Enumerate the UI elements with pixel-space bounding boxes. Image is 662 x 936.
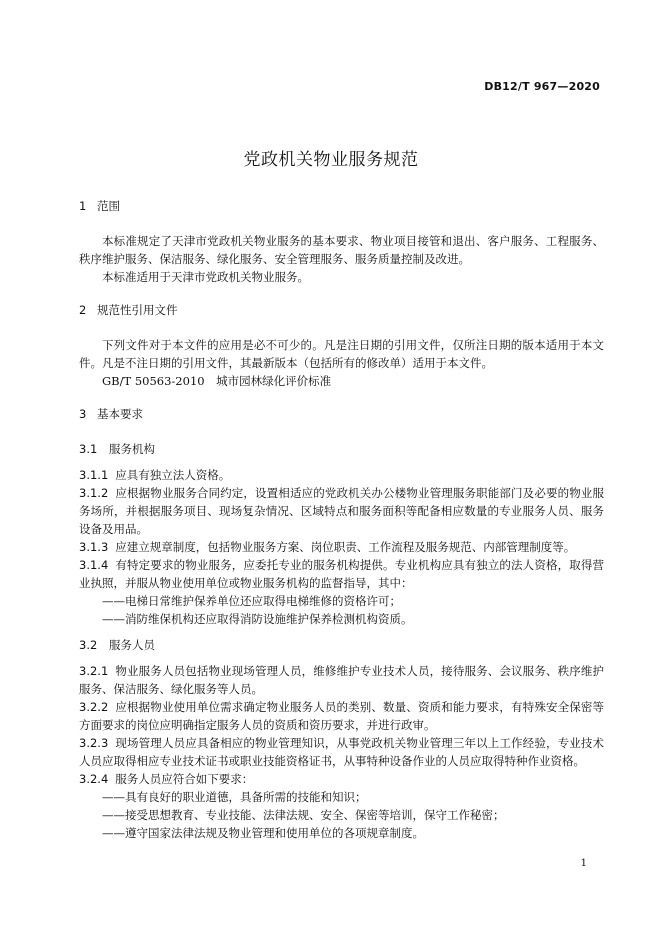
list-item: ——接受思想教育、专业技能、法律法规、安全、保密等培训，保守工作秘密； (102, 808, 505, 822)
subsection-heading (79, 440, 604, 458)
section-title: 范围 (97, 199, 120, 213)
paragraph: 下列文件对于本文件的应用是必不可少的。凡是注日期的引用文件，仅所注日期的版本适用于本文件。凡是不注日期的引用文件，其最新版本（包括所有的修改单）适用于本文件。 (79, 338, 604, 370)
clause (79, 662, 604, 698)
subsection-number: 3.2 (79, 638, 98, 652)
reference-item: GB/T 50563-2010 城市园林绿化评价标准 (102, 374, 332, 388)
clause (79, 770, 604, 788)
section-heading (79, 301, 604, 319)
list-item: ——遵守国家法律法规及物业管理和使用单位的各项规章制度。 (102, 826, 424, 840)
clause-text: 应根据物业使用单位需求确定物业服务人员的类别、数量、资质和能力要求，有特殊安全保密等方面要求的岗位应明确指定服务人员的资质和资历要求，并进行政审。 (79, 700, 604, 732)
standard-number: DB12/T 967—2020 (484, 80, 600, 93)
clause-text: 应建立规章制度，包括物业服务方案、岗位职责、工作流程及服务规范、内部管理制度等。 (115, 540, 576, 554)
clause-number: 3.2.3 (79, 736, 109, 750)
subsection-heading (79, 636, 604, 654)
clause-number: 3.2.1 (79, 664, 109, 678)
paragraph: 本标准规定了天津市党政机关物业服务的基本要求、物业项目接管和退出、客户服务、工程服务、秩序维护服务、保洁服务、绿化服务、安全管理服务、服务质量控制及改进。 (79, 234, 604, 266)
clause-number: 3.1.1 (79, 468, 109, 482)
clause-text: 服务人员应符合如下要求： (115, 772, 254, 786)
page-number: 1 (580, 858, 587, 869)
clause (79, 698, 604, 734)
document-body (79, 197, 604, 842)
clause (79, 466, 604, 484)
list-item: ——具有良好的职业道德，具备所需的技能和知识； (102, 790, 367, 804)
section-number: 1 (79, 199, 87, 213)
clause-text: 物业服务人员包括物业现场管理人员，维修维护专业技术人员，接待服务、会议服务、秩序维护服务、保洁服务、绿化服务等人员。 (79, 664, 604, 696)
list-item: ——电梯日常维护保养单位还应取得电梯维修的资格许可； (102, 594, 401, 608)
page-title: 党政机关物业服务规范 (243, 150, 419, 170)
section-title: 基本要求 (97, 407, 143, 421)
section-number: 2 (79, 303, 87, 317)
section-heading (79, 405, 604, 423)
list-item: ——消防维保机构还应取得消防设施维护保养检测机构资质。 (102, 612, 413, 626)
clause-text: 应具有独立法人资格。 (115, 468, 231, 482)
subsection-number: 3.1 (79, 442, 98, 456)
clause (79, 734, 604, 770)
clause (79, 484, 604, 538)
clause-number: 3.2.2 (79, 700, 109, 714)
clause-number: 3.2.4 (79, 772, 109, 786)
clause (79, 556, 604, 592)
section-heading (79, 197, 604, 215)
subsection-title: 服务人员 (109, 638, 155, 652)
clause-text: 现场管理人员应具备相应的物业管理知识，从事党政机关物业管理三年以上工作经验，专业技术人员应取得相应专业技术证书或职业技能资格证书，从事特种设备作业的人员应取得特种作业资格。 (79, 736, 604, 768)
subsection-title: 服务机构 (109, 442, 155, 456)
clause-text: 应根据物业服务合同约定，设置相适应的党政机关办公楼物业管理服务职能部门及必要的物业服务场所，并根据服务项目、现场复杂情况、区域特点和服务面积等配备相应数量的专业服务人员、服务设备及用品。 (79, 486, 604, 536)
clause-number: 3.1.3 (79, 540, 109, 554)
clause-number: 3.1.4 (79, 558, 109, 572)
clause-text: 有特定要求的物业服务，应委托专业的服务机构提供。专业机构应具有独立的法人资格，取得营业执照，并服从物业使用单位或物业服务机构的监督指导，其中： (79, 558, 604, 590)
section-title: 规范性引用文件 (97, 303, 178, 317)
paragraph: 本标准适用于天津市党政机关物业服务。 (102, 270, 309, 284)
clause (79, 538, 604, 556)
clause-number: 3.1.2 (79, 486, 109, 500)
section-number: 3 (79, 407, 87, 421)
